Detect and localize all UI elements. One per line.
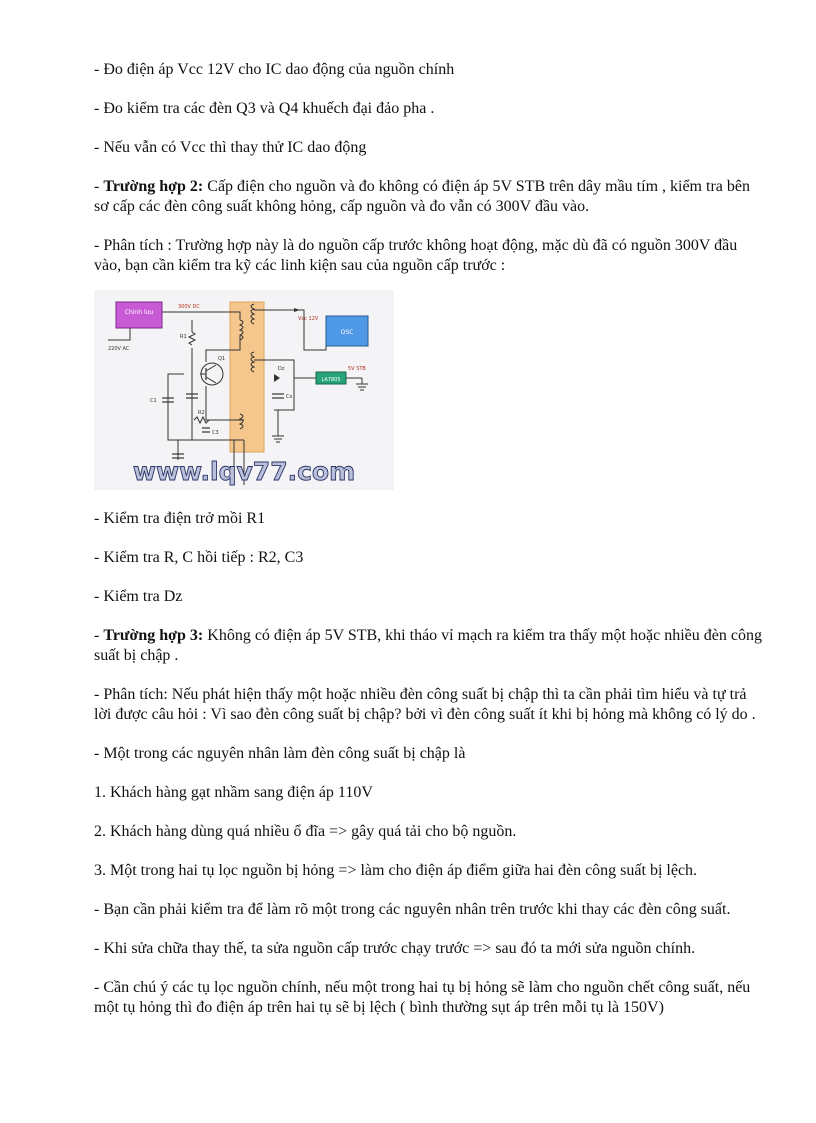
paragraph-cause-3: 3. Một trong hai tụ lọc nguồn bị hỏng => làm cho điện áp điểm giữa hai đèn công suất bị lệch. xyxy=(94,862,698,879)
document-page xyxy=(94,60,766,1018)
check-r1: - Kiểm tra điện trở mồi R1 xyxy=(94,510,266,527)
paragraph-filter-caps: - Cần chú ý các tụ lọc nguồn chính, nếu một trong hai tụ bị hỏng sẽ làm cho nguồn chết công suất, nếu một tụ hỏng thì đo điện áp trên hai tụ sẽ bị lệch ( bình thường sụt áp trên mỗi tụ là 150V) xyxy=(94,979,751,1016)
watermark-text: www.lqv77.com xyxy=(132,457,356,486)
label-r1: R1 xyxy=(180,334,187,340)
transformer-core xyxy=(230,302,264,452)
label-300v-dc: 300V DC xyxy=(178,304,200,310)
paragraph-cause-2: 2. Khách hàng dùng quá nhiều ổ đĩa => gây quá tải cho bộ nguồn. xyxy=(94,823,517,840)
paragraph-q3-q4: - Đo kiểm tra các đèn Q3 và Q4 khuếch đại đảo pha . xyxy=(94,100,435,117)
check-feedback: - Kiểm tra R, C hồi tiếp : R2, C3 xyxy=(94,549,304,566)
paragraph-vcc: - Đo điện áp Vcc 12V cho IC dao động của nguồn chính xyxy=(94,61,455,78)
label-c1: C1 xyxy=(150,398,157,404)
circuit-diagram xyxy=(94,290,394,490)
case-3-label: Trường hợp 3: xyxy=(103,627,204,644)
paragraph-replace-ic: - Nếu vẫn có Vcc thì thay thử IC dao động xyxy=(94,139,367,156)
label-r2: R2 xyxy=(198,410,205,416)
paragraph-causes-intro: - Một trong các nguyên nhân làm đèn công suất bị chập là xyxy=(94,745,466,762)
case-3-text: Không có điện áp 5V STB, khi tháo vỉ mạch ra kiểm tra thấy một hoặc nhiều đèn công suất bị chập . xyxy=(94,627,762,664)
paragraph-case-2: - Trường hợp 2: Cấp điện cho nguồn và đo không có điện áp 5V STB trên dây mầu tím , kiểm tra bên sơ cấp các đèn công suất không hỏng, cấp nguồn và đo vẫn có 300V đầu vào. xyxy=(94,178,750,215)
label-cx: Cx xyxy=(286,394,293,400)
case-2-text: Cấp điện cho nguồn và đo không có điện áp 5V STB trên dây mầu tím , kiểm tra bên sơ cấp các đèn công suất không hỏng, cấp nguồn và đo vẫn có 300V đầu vào. xyxy=(94,178,750,215)
paragraph-repair-order: - Khi sửa chữa thay thế, ta sửa nguồn cấp trước chạy trước => sau đó ta mới sửa nguồn chính. xyxy=(94,940,696,957)
regulator-label: LA7805 xyxy=(321,377,341,383)
paragraph-cause-1: 1. Khách hàng gạt nhầm sang điện áp 110V xyxy=(94,784,373,801)
paragraph-analysis-2: - Phân tích: Nếu phát hiện thấy một hoặc nhiều đèn công suất bị chập thì ta cần phải tìm hiểu và tự trả lời được câu hỏi : Vì sao đèn công suất bị chập? bởi vì đèn công suất ít khi bị hỏng mà không có lý do . xyxy=(94,686,756,723)
label-220v-ac: 220V AC xyxy=(108,346,130,352)
case-2-label: Trường hợp 2: xyxy=(103,178,204,195)
label-vcc-12v: Vcc 12V xyxy=(298,316,319,322)
circuit-diagram-svg xyxy=(94,290,394,490)
main-source-label: Chính lưu xyxy=(124,309,154,316)
paragraph-case-3: - Trường hợp 3: Không có điện áp 5V STB, khi tháo vỉ mạch ra kiểm tra thấy một hoặc nhiều đèn công suất bị chập . xyxy=(94,627,762,664)
paragraph-analysis-1: - Phân tích : Trường hợp này là do nguồn cấp trước không hoạt động, mặc dù đã có nguồn 300V đầu vào, bạn cần kiểm tra kỹ các linh kiện sau của nguồn cấp trước : xyxy=(94,237,738,274)
label-dz: Dz xyxy=(278,366,285,372)
paragraph-check-causes: - Bạn cần phải kiểm tra để làm rõ một trong các nguyên nhân trên trước khi thay các đèn công suất. xyxy=(94,901,731,918)
label-5v-stb: 5V STB xyxy=(348,366,366,372)
osc-label: OSC xyxy=(340,329,354,336)
label-c3: C3 xyxy=(212,430,219,436)
check-dz: - Kiểm tra Dz xyxy=(94,588,183,605)
label-q1: Q1 xyxy=(218,356,226,362)
